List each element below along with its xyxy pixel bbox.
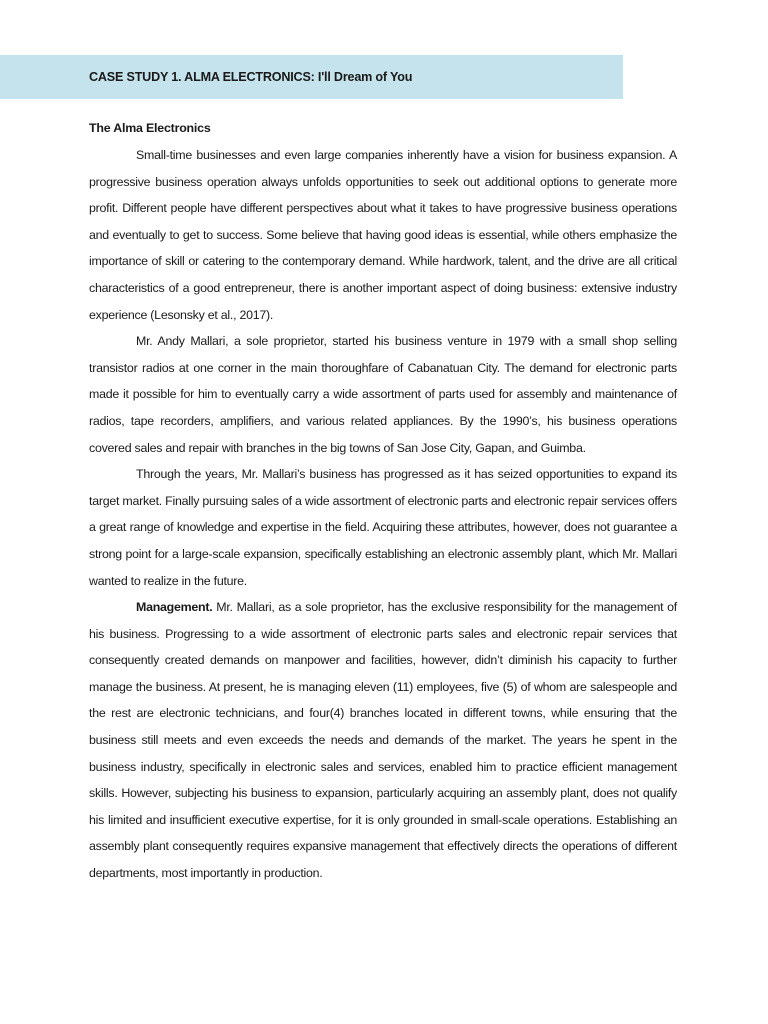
paragraph-text: Mr. Andy Mallari, a sole proprietor, started his business venture in 1979 with a small shop selling transistor radios at one corner in the main thoroughfare of Cabanatuan City. The demand for electronic parts made it possible for him to eventually carry a wide assortment of parts used for assembly and maintenance of radios, tape recorders, amplifiers, and various related appliances. By the 1990’s, his business operations covered sales and repair with branches in the big towns of San Jose City, Gapan, and Guimba. (89, 334, 677, 455)
title-banner (0, 55, 623, 99)
paragraph-management (89, 594, 677, 887)
paragraph-history (89, 328, 677, 461)
paragraph-text: Small-time businesses and even large companies inherently have a vision for business expansion. A progressive business operation always unfolds opportunities to seek out additional options to generate more profit. Different people have different perspectives about what it takes to have progressive business operations and eventually to get to success. Some believe that having good ideas is essential, while others emphasize the importance of skill or catering to the contemporary demand. While hardwork, talent, and the drive are all critical characteristics of a good entrepreneur, there is another important aspect of doing business: extensive industry experience (Lesonsky et al., 2017). (89, 148, 677, 322)
paragraph-text: Through the years, Mr. Mallari’s business has progressed as it has seized opportunities to expand its target market. Finally pursuing sales of a wide assortment of electronic parts and electronic repair services offers a great range of knowledge and expertise in the field. Acquiring these attributes, however, does not guarantee a strong point for a large-scale expansion, specifically establishing an electronic assembly plant, which Mr. Mallari wanted to realize in the future. (89, 467, 677, 588)
management-lead: Management. (136, 600, 213, 615)
paragraph-progress (89, 461, 677, 594)
paragraph-intro (89, 142, 677, 328)
paragraph-text: Mr. Mallari, as a sole proprietor, has the exclusive responsibility for the management of his business. Progressing to a wide assortment of electronic parts sales and electronic repair services that consequently created demands on manpower and facilities, however, didn’t diminish his capacity to further manage the business. At present, he is managing eleven (11) employees, five (5) of whom are salespeople and the rest are electronic technicians, and four(4) branches located in different towns, while ensuring that the business still meets and even exceeds the needs and demands of the market. The years he spent in the business industry, specifically in electronic sales and services, enabled him to practice efficient management skills. However, subjecting his business to expansion, particularly acquiring an assembly plant, does not qualify his limited and insufficient executive expertise, for it is only grounded in small-scale operations. Establishing an assembly plant consequently requires expansive management that effectively directs the operations of different departments, most importantly in production. (89, 600, 677, 881)
case-study-title: CASE STUDY 1. ALMA ELECTRONICS: I'll Dream of You (89, 70, 413, 84)
document-body (89, 114, 677, 887)
section-heading: The Alma Electronics (89, 121, 211, 135)
